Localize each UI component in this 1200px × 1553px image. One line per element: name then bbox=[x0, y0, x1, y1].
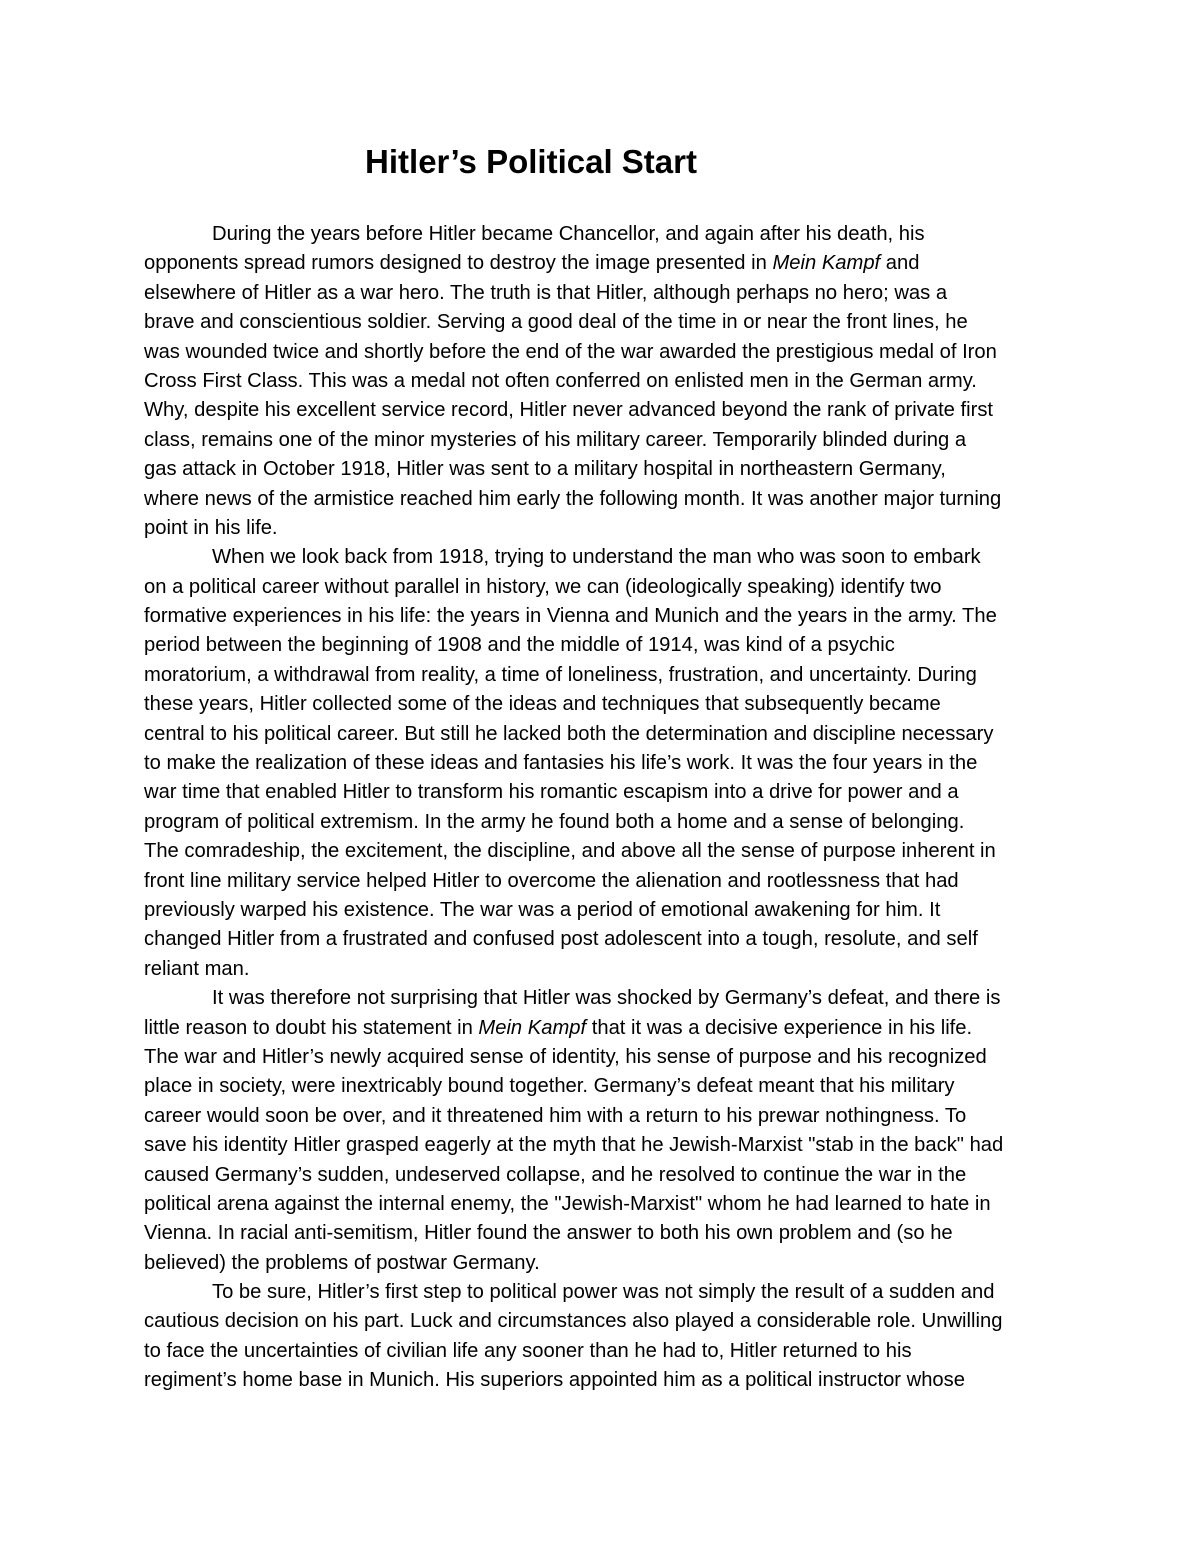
line-text: regiment’s home base in Munich. His superiors appointed him as a political instructor whose bbox=[144, 1369, 965, 1392]
book-title-italic: Mein Kampf bbox=[478, 1016, 587, 1039]
line-text: to face the uncertainties of civilian life any sooner than he had to, Hitler returned to his bbox=[144, 1339, 912, 1362]
line-text: political arena against the internal enemy, the "Jewish-Marxist" whom he had learned to hate in bbox=[144, 1192, 991, 1215]
text-line bbox=[144, 485, 1064, 514]
line-text: place in society, were inextricably bound together. Germany’s defeat meant that his military bbox=[144, 1075, 955, 1098]
text-line bbox=[144, 896, 1064, 925]
line-text: opponents spread rumors designed to destroy the image presented in bbox=[144, 252, 773, 275]
text-line bbox=[144, 543, 1064, 572]
line-text: changed Hitler from a frustrated and confused post adolescent into a tough, resolute, and self bbox=[144, 928, 978, 951]
text-line bbox=[144, 1278, 1064, 1307]
text-line bbox=[144, 1307, 1064, 1336]
line-text: Why, despite his excellent service record, Hitler never advanced beyond the rank of private first bbox=[144, 399, 994, 422]
line-text: cautious decision on his part. Luck and circumstances also played a considerable role. Unwilling bbox=[144, 1310, 1003, 1333]
line-text: to make the realization of these ideas and fantasies his life’s work. It was the four years in the bbox=[144, 752, 978, 775]
text-line bbox=[144, 426, 1064, 455]
line-text: gas attack in October 1918, Hitler was sent to a military hospital in northeastern Germany, bbox=[144, 458, 946, 481]
text-line bbox=[144, 1072, 1064, 1101]
line-text: career would soon be over, and it threatened him with a return to his prewar nothingness. To bbox=[144, 1104, 967, 1127]
text-line bbox=[144, 455, 1064, 484]
line-text-continued: and bbox=[880, 252, 920, 275]
line-text: To be sure, Hitler’s first step to political power was not simply the result of a sudden and bbox=[212, 1281, 995, 1304]
text-line bbox=[144, 661, 1064, 690]
line-text: elsewhere of Hitler as a war hero. The truth is that Hitler, although perhaps no hero; was a bbox=[144, 281, 948, 304]
text-line bbox=[144, 925, 1064, 954]
text-line bbox=[144, 808, 1064, 837]
line-text: front line military service helped Hitler to overcome the alienation and rootlessness that had bbox=[144, 869, 959, 892]
line-text: The comradeship, the excitement, the discipline, and above all the sense of purpose inherent in bbox=[144, 840, 996, 863]
line-text: where news of the armistice reached him early the following month. It was another major turning bbox=[144, 487, 1002, 510]
line-text: point in his life. bbox=[144, 516, 278, 539]
line-text: class, remains one of the minor mysteries of his military career. Temporarily blinded during a bbox=[144, 428, 967, 451]
line-text: When we look back from 1918, trying to understand the man who was soon to embark bbox=[212, 546, 981, 569]
document-body bbox=[144, 220, 1064, 1396]
line-text: reliant man. bbox=[144, 957, 250, 980]
text-line bbox=[144, 367, 1064, 396]
text-line bbox=[144, 1219, 1064, 1248]
text-line bbox=[144, 1249, 1064, 1278]
text-line bbox=[144, 867, 1064, 896]
text-line bbox=[144, 1337, 1064, 1366]
text-line bbox=[144, 573, 1064, 602]
text-line bbox=[144, 1161, 1064, 1190]
book-title-italic: Mein Kampf bbox=[772, 252, 881, 275]
text-line bbox=[144, 1131, 1064, 1160]
line-text: During the years before Hitler became Chancellor, and again after his death, his bbox=[212, 223, 925, 245]
line-text-continued: that it was a decisive experience in his life. bbox=[586, 1016, 973, 1039]
text-line bbox=[144, 249, 1064, 278]
text-line bbox=[144, 720, 1064, 749]
line-text: on a political career without parallel in history, we can (ideologically speaking) identify two bbox=[144, 575, 942, 598]
line-text: program of political extremism. In the army he found both a home and a sense of belonging. bbox=[144, 810, 965, 833]
text-line bbox=[144, 631, 1064, 660]
line-text: caused Germany’s sudden, undeserved collapse, and he resolved to continue the war in the bbox=[144, 1163, 967, 1186]
line-text: save his identity Hitler grasped eagerly at the myth that he Jewish-Marxist "stab in the back" had bbox=[144, 1134, 1004, 1157]
text-line bbox=[144, 220, 1064, 249]
line-text: these years, Hitler collected some of the ideas and techniques that subsequently became bbox=[144, 693, 941, 716]
text-line bbox=[144, 1102, 1064, 1131]
text-line bbox=[144, 778, 1064, 807]
text-line bbox=[144, 514, 1064, 543]
text-line bbox=[144, 1014, 1064, 1043]
line-text: Cross First Class. This was a medal not often conferred on enlisted men in the German army. bbox=[144, 369, 977, 392]
line-text: previously warped his existence. The war was a period of emotional awakening for him. It bbox=[144, 898, 941, 921]
text-line bbox=[144, 1043, 1064, 1072]
text-line bbox=[144, 1366, 1064, 1395]
text-line bbox=[144, 396, 1064, 425]
line-text: little reason to doubt his statement in bbox=[144, 1016, 479, 1039]
line-text: war time that enabled Hitler to transform his romantic escapism into a drive for power and a bbox=[144, 781, 959, 804]
document-title: Hitler’s Political Start bbox=[365, 143, 697, 180]
text-line bbox=[144, 690, 1064, 719]
text-line bbox=[144, 602, 1064, 631]
text-line bbox=[144, 279, 1064, 308]
text-line bbox=[144, 955, 1064, 984]
line-text: The war and Hitler’s newly acquired sense of identity, his sense of purpose and his recognized bbox=[144, 1045, 987, 1068]
text-line bbox=[144, 338, 1064, 367]
line-text: period between the beginning of 1908 and the middle of 1914, was kind of a psychic bbox=[144, 634, 895, 657]
line-text: It was therefore not surprising that Hitler was shocked by Germany’s defeat, and there is bbox=[212, 987, 1001, 1010]
line-text: moratorium, a withdrawal from reality, a time of loneliness, frustration, and uncertainty. During bbox=[144, 663, 977, 686]
line-text: Vienna. In racial anti-semitism, Hitler found the answer to both his own problem and (so he bbox=[144, 1222, 953, 1245]
text-line bbox=[144, 308, 1064, 337]
text-line bbox=[144, 1190, 1064, 1219]
text-line bbox=[144, 749, 1064, 778]
line-text: formative experiences in his life: the years in Vienna and Munich and the years in the army. The bbox=[144, 605, 997, 628]
text-line bbox=[144, 837, 1064, 866]
line-text: brave and conscientious soldier. Serving a good deal of the time in or near the front lines, he bbox=[144, 311, 968, 334]
text-line bbox=[144, 984, 1064, 1013]
line-text: was wounded twice and shortly before the end of the war awarded the prestigious medal of Iron bbox=[144, 340, 997, 363]
line-text: central to his political career. But still he lacked both the determination and discipline necessary bbox=[144, 722, 994, 745]
line-text: believed) the problems of postwar Germany. bbox=[144, 1251, 540, 1274]
